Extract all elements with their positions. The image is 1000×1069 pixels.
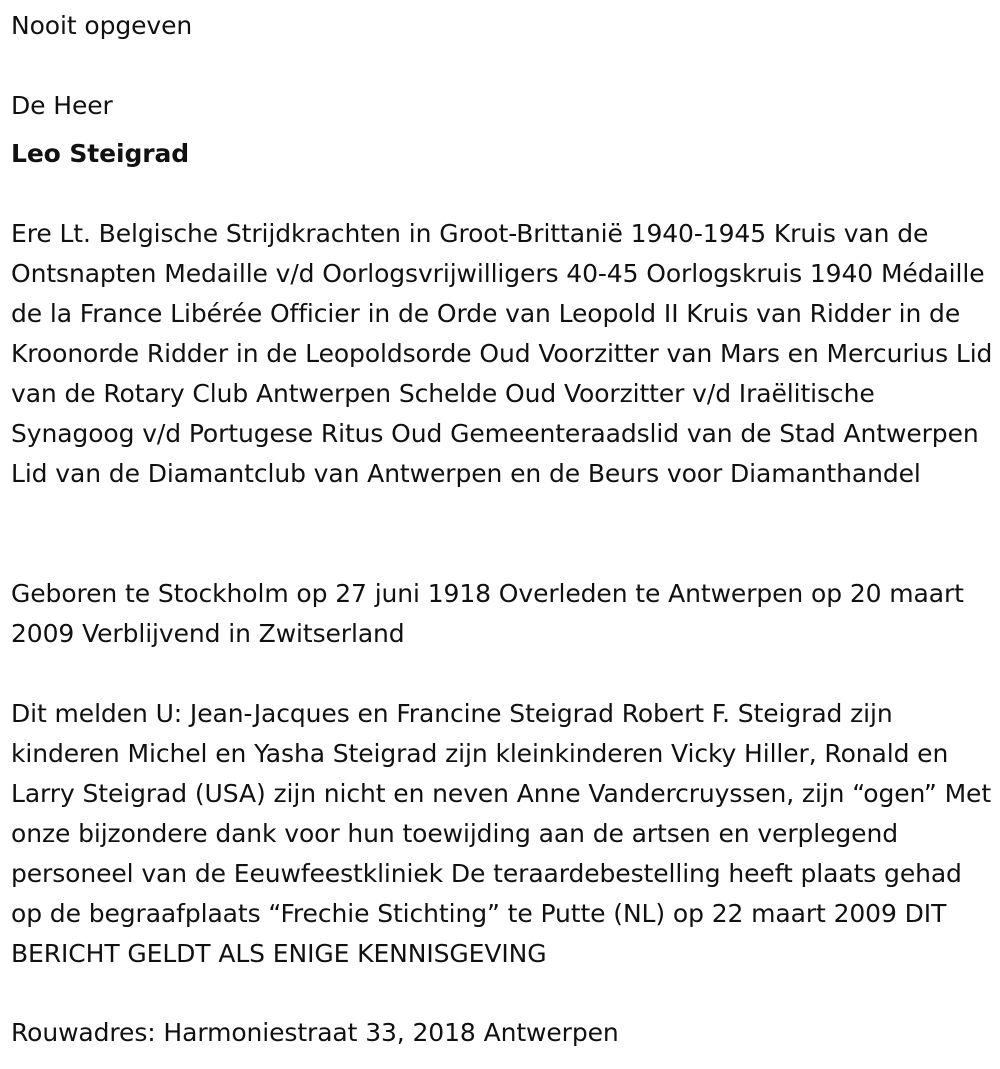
intro-line: Nooit opgeven [11, 11, 193, 40]
family-paragraph: Dit melden U: Jean-Jacques en Francine Steigrad Robert F. Steigrad zijn kinderen Michel en Yasha Steigrad zijn kleinkinderen Vicky Hiller, Ronald en Larry Steigrad (USA) zijn nicht en neven Anne Vandercruyssen, zijn “ogen” Met onze bijzondere dank voor hun toewijding aan de artsen en verplegend personeel van de Eeuwfeestkliniek De teraardebestelling heeft plaats gehad op de begraafplaats “Frechie Stichting” te Putte (NL) op 22 maart 2009 DIT BERICHT GELDT ALS ENIGE KENNISGEVING [11, 699, 992, 968]
honors-paragraph: Ere Lt. Belgische Strijdkrachten in Groot-Brittanië 1940-1945 Kruis van de Ontsnapten Medaille v/d Oorlogsvrijwilligers 40-45 Oorlogskruis 1940 Médaille de la France Libérée Officier in de Orde van Leopold II Kruis van Ridder in de Kroonorde Ridder in de Leopoldsorde Oud Voorzitter van Mars en Mercurius Lid van de Rotary Club Antwerpen Schelde Oud Voorzitter v/d Iraëlitische Synagoog v/d Portugese Ritus Oud Gemeenteraadslid van de Stad Antwerpen Lid van de Diamantclub van Antwerpen en de Beurs voor Diamanthandel [11, 219, 993, 488]
salutation: De Heer [11, 91, 113, 120]
deceased-name: Leo Steigrad [11, 139, 190, 168]
life-dates-paragraph: Geboren te Stockholm op 27 juni 1918 Overleden te Antwerpen op 20 maart 2009 Verblijvend in Zwitserland [11, 579, 964, 648]
mourning-address: Rouwadres: Harmoniestraat 33, 2018 Antwerpen [11, 1018, 619, 1047]
